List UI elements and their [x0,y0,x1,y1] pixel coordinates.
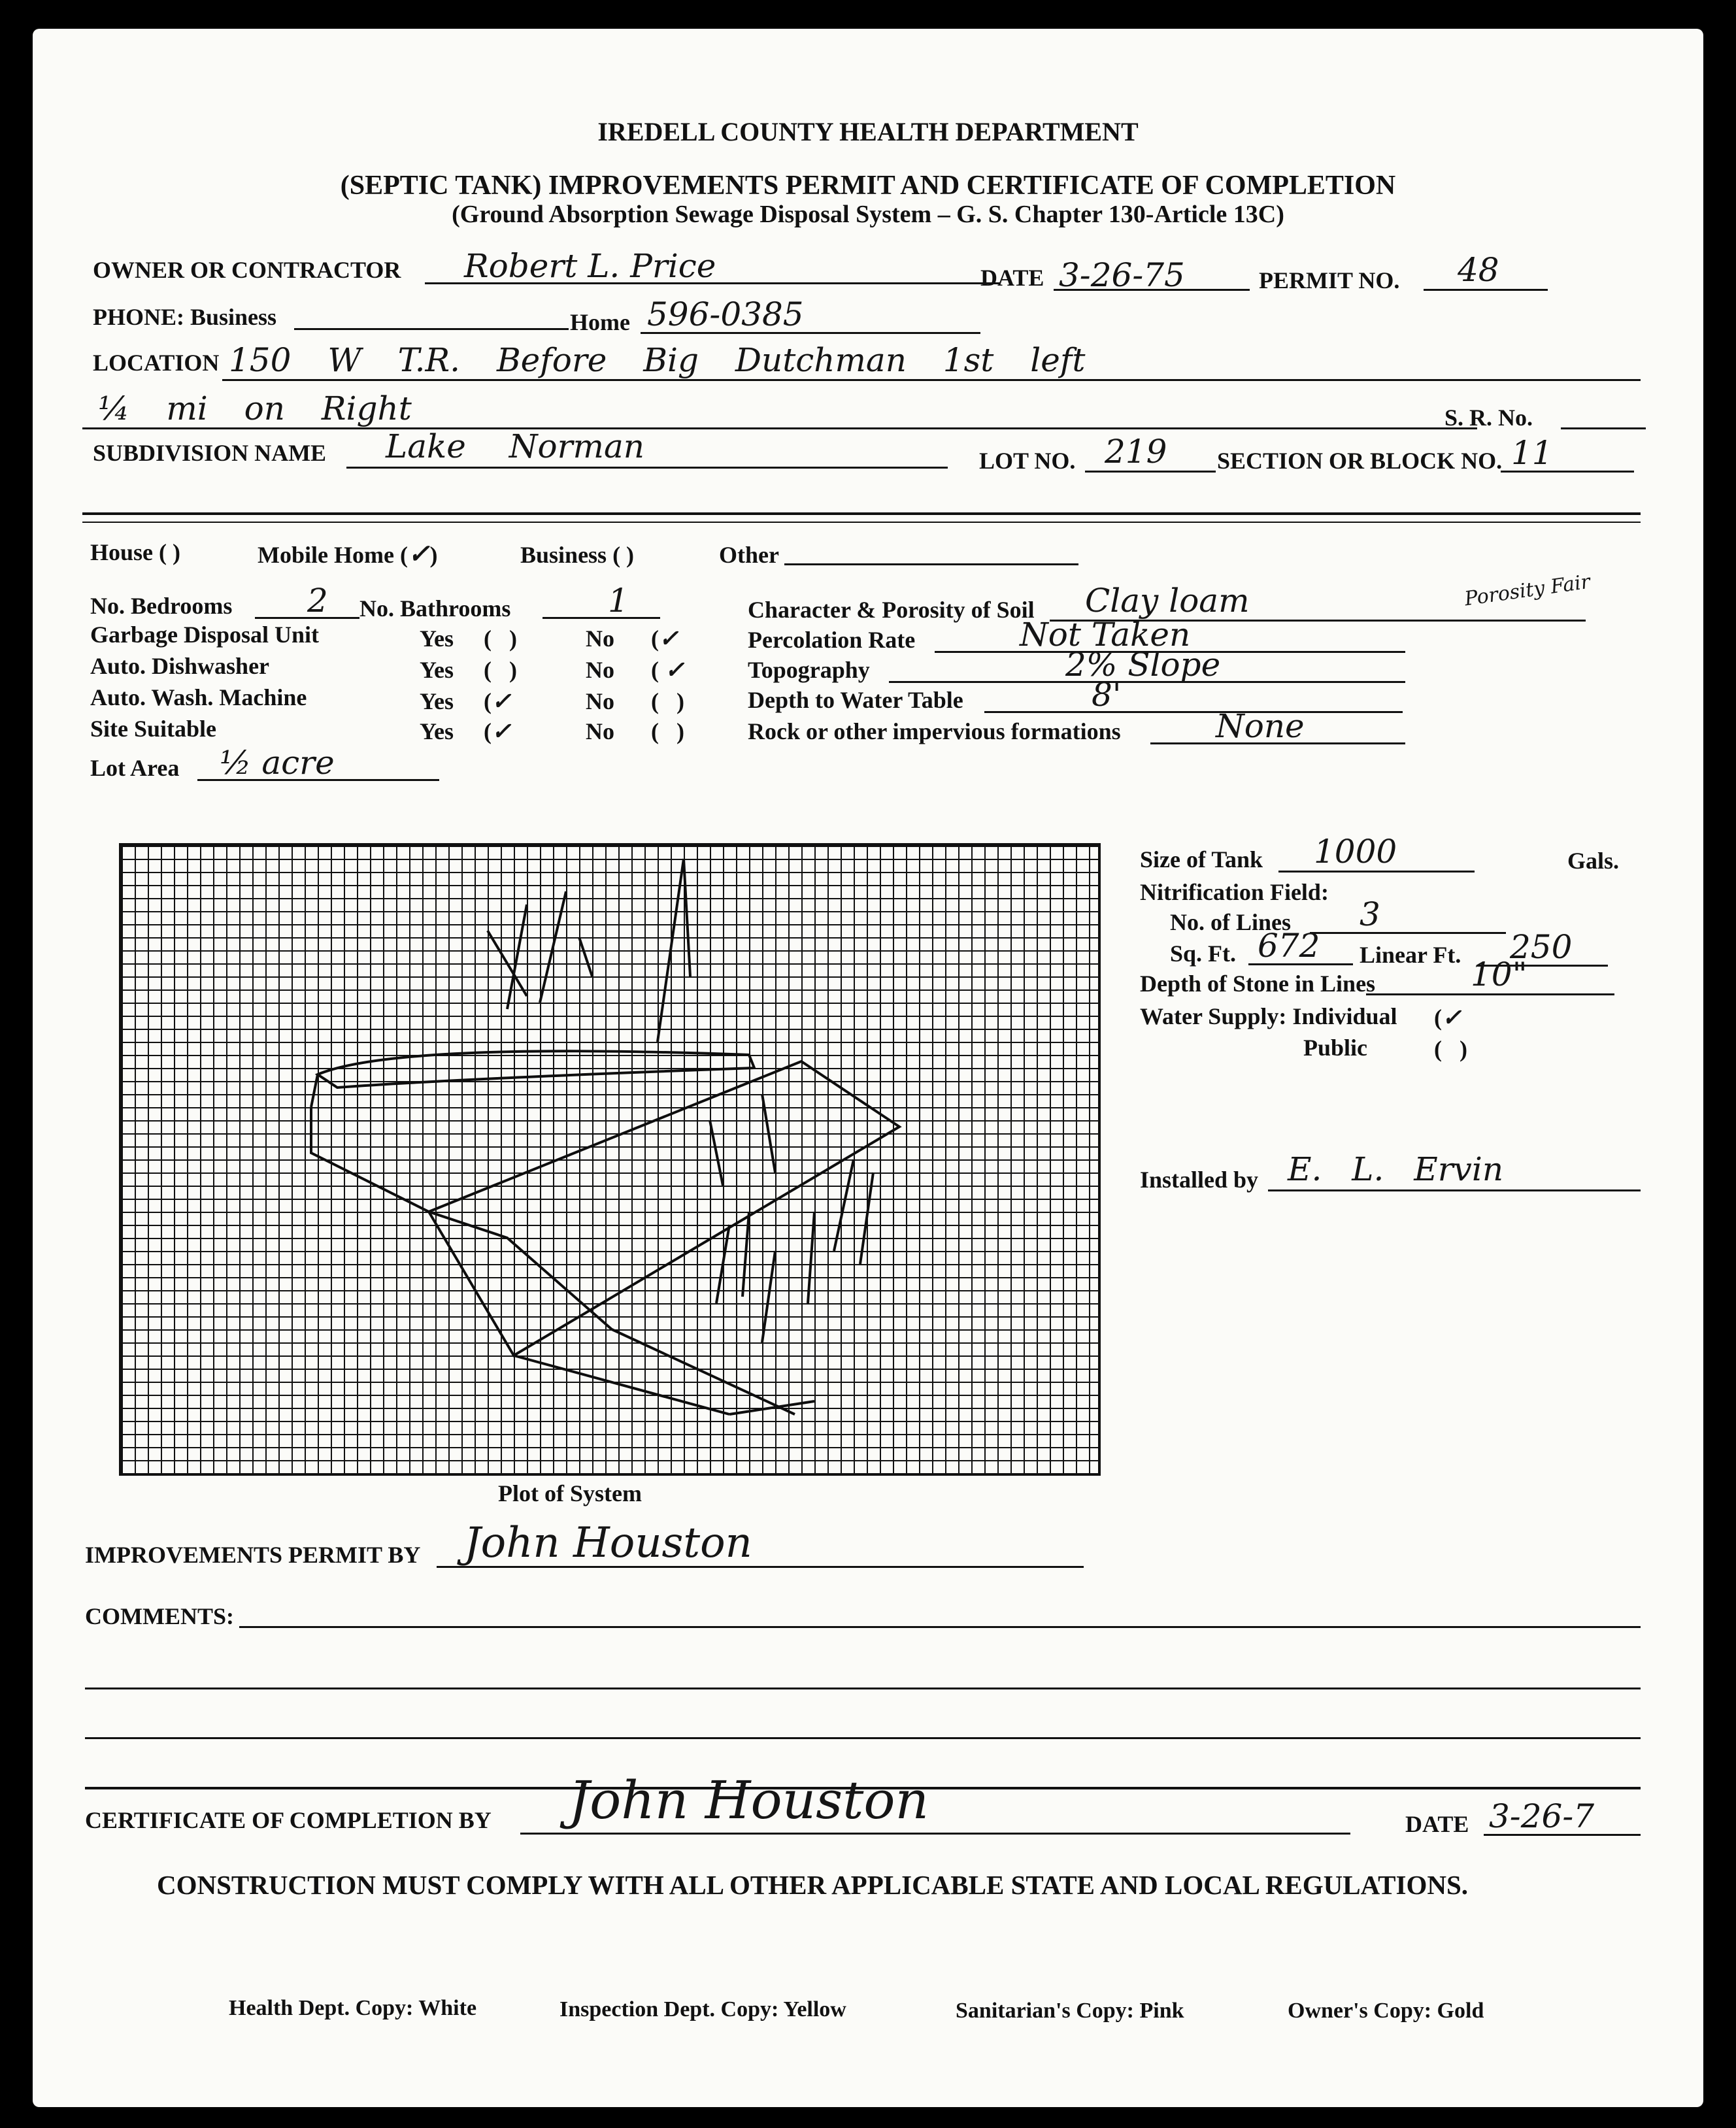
comments-line-3[interactable] [85,1737,1641,1739]
copy-inspection-dept: Inspection Dept. Copy: Yellow [559,1997,846,2021]
wash-machine-label: Auto. Wash. Machine [90,684,307,710]
nitrification-label: Nitrification Field: [1140,879,1329,905]
sr-no-label: S. R. No. [1444,405,1533,431]
owner-value[interactable]: Robert L. Price [464,247,716,285]
compliance-notice: CONSTRUCTION MUST COMPLY WITH ALL OTHER APPLICABLE STATE AND LOCAL REGULATIONS. [157,1870,1469,1900]
permit-no-label: PERMIT NO. [1259,267,1400,293]
water-table-value[interactable]: 8' [1092,676,1122,714]
section-value[interactable]: 11 [1511,434,1553,472]
water-public-box[interactable] [1434,1035,1467,1063]
lines-label: No. of Lines [1170,909,1292,935]
soil-value[interactable]: Clay loam [1085,582,1250,620]
stone-depth-value[interactable]: 10" [1471,956,1527,993]
dishwasher-no-box[interactable] [651,656,684,684]
mobile-home-check: ✓ [407,539,430,569]
garbage-no-open: ( [651,625,659,652]
stone-depth-label: Depth of Stone in Lines [1140,971,1376,997]
certificate-label: CERTIFICATE OF COMPLETION BY [85,1807,492,1833]
water-public-open: ( [1434,1036,1442,1062]
home-phone-value[interactable]: 596-0385 [647,295,804,333]
wash-yes-box[interactable] [484,688,511,715]
garbage-no-check: ✓ [659,625,679,652]
dishwasher-yes-open: ( [484,657,492,683]
dishwasher-label: Auto. Dishwasher [90,653,270,679]
lot-area-value[interactable]: ½ acre [220,744,335,782]
home-phone-label: Home [570,309,630,335]
comments-line-2[interactable] [85,1687,1641,1689]
other-label: Other [719,542,779,568]
dishwasher-yes-label: Yes [420,657,454,683]
bathrooms-label: No. Bathrooms [359,595,511,622]
dishwasher-no-check: ✓ [665,656,685,684]
date-label: DATE [980,265,1044,291]
copy-owner: Owner's Copy: Gold [1288,1999,1484,2023]
tank-size-value[interactable]: 1000 [1314,833,1397,871]
water-public-label: Public [1303,1035,1368,1061]
plot-sketch [122,846,1103,1478]
lines-value[interactable]: 3 [1360,895,1380,933]
tank-size-label: Size of Tank [1140,846,1263,873]
topography-value[interactable]: 2% Slope [1065,646,1221,684]
garbage-disposal-label: Garbage Disposal Unit [90,622,320,648]
sqft-label: Sq. Ft. [1170,940,1237,967]
form-subtitle: (Ground Absorption Sewage Disposal System – G. S. Chapter 130-Article 13C) [452,201,1284,228]
wash-yes-label: Yes [420,688,454,714]
installed-by-value[interactable]: E. L. Ervin [1288,1150,1504,1188]
plot-grid [119,843,1101,1476]
permit-no-value[interactable]: 48 [1458,251,1499,289]
dishwasher-no-open: ( [651,657,659,683]
site-no-open: ( [651,718,659,744]
percolation-value[interactable]: Not Taken [1020,616,1191,654]
mobile-home-close: ) [429,542,438,568]
plot-caption: Plot of System [498,1480,642,1506]
section-divider [82,512,1641,515]
date-value[interactable]: 3-26-75 [1059,256,1185,294]
certificate-date-label: DATE [1405,1811,1469,1837]
owner-label: OWNER OR CONTRACTOR [93,257,401,283]
subdivision-value[interactable]: Lake Norman [386,427,644,465]
water-individual-box[interactable] [1434,1004,1461,1031]
wash-yes-open: ( [484,688,492,714]
mobile-home-label: Mobile Home ( [258,542,408,568]
soil-label: Character & Porosity of Soil [748,597,1035,623]
garbage-yes-box[interactable] [484,625,517,652]
garbage-yes-open: ( [484,625,492,652]
permit-by-label: IMPROVEMENTS PERMIT BY [85,1542,421,1568]
site-yes-check: ✓ [492,718,512,745]
lot-no-value[interactable]: 219 [1105,433,1167,471]
sqft-value[interactable]: 672 [1258,927,1320,965]
house-option[interactable]: House ( ) [90,539,180,565]
garbage-no-label: No [586,625,614,652]
water-individual-open: ( [1434,1005,1442,1031]
water-individual-check: ✓ [1442,1004,1462,1031]
garbage-yes-close: ) [509,625,517,652]
site-no-label: No [586,718,614,744]
lot-area-label: Lot Area [90,755,180,781]
wash-no-close: ) [676,688,684,714]
section-label: SECTION OR BLOCK NO. [1217,448,1503,474]
permit-form [33,29,1703,2107]
water-table-label: Depth to Water Table [748,687,963,713]
site-suitable-label: Site Suitable [90,716,217,742]
business-option[interactable]: Business ( ) [520,542,635,568]
certificate-signature[interactable]: John Houston [569,1770,929,1831]
location-value-line-1[interactable]: 150 W T.R. Before Big Dutchman 1st left [229,341,1086,379]
garbage-yes-label: Yes [420,625,454,652]
permit-by-signature[interactable]: John Houston [464,1519,752,1567]
site-yes-box[interactable] [484,718,511,745]
water-public-close: ) [1460,1036,1467,1062]
comments-line-1[interactable] [239,1626,1641,1628]
water-individual-label: Water Supply: Individual [1140,1003,1397,1029]
comments-label: COMMENTS: [85,1603,234,1629]
dishwasher-no-label: No [586,657,614,683]
wash-no-box[interactable] [651,688,684,715]
site-no-close: ) [676,718,684,744]
subdivision-label: SUBDIVISION NAME [93,440,327,466]
certificate-date-value[interactable]: 3-26-7 [1489,1797,1595,1835]
bathrooms-value[interactable]: 1 [608,582,629,620]
form-title: (SEPTIC TANK) IMPROVEMENTS PERMIT AND CERTIFICATE OF COMPLETION [340,171,1396,201]
bedrooms-value[interactable]: 2 [307,582,328,620]
linear-ft-value[interactable]: 250 [1510,928,1573,966]
lot-no-label: LOT NO. [979,448,1076,474]
site-no-box[interactable] [651,718,684,745]
percolation-label: Percolation Rate [748,627,916,653]
gals-label: Gals. [1567,848,1620,874]
topography-label: Topography [748,657,870,683]
dishwasher-yes-close: ) [509,657,517,683]
rock-value[interactable]: None [1216,707,1305,745]
bedrooms-label: No. Bedrooms [90,593,233,619]
copy-health-dept: Health Dept. Copy: White [229,1996,477,2020]
wash-yes-check: ✓ [492,688,512,715]
department-heading: IREDELL COUNTY HEALTH DEPARTMENT [597,117,1139,146]
copy-sanitarian: Sanitarian's Copy: Pink [956,1999,1184,2023]
dishwasher-yes-box[interactable] [484,656,517,684]
site-yes-label: Yes [420,718,454,744]
installed-by-label: Installed by [1140,1167,1259,1193]
location-value-line-2[interactable]: ¼ mi on Right [98,390,412,427]
site-yes-open: ( [484,718,492,744]
wash-no-label: No [586,688,614,714]
wash-no-open: ( [651,688,659,714]
mobile-home-option[interactable] [258,539,437,569]
location-label: LOCATION [93,350,220,376]
garbage-no-box[interactable] [651,625,678,652]
rock-label: Rock or other impervious formations [748,718,1121,744]
phone-business-label: PHONE: Business [93,304,277,330]
soil-value-porosity[interactable]: Porosity Fair [1463,570,1592,611]
linear-ft-label: Linear Ft. [1360,942,1461,968]
